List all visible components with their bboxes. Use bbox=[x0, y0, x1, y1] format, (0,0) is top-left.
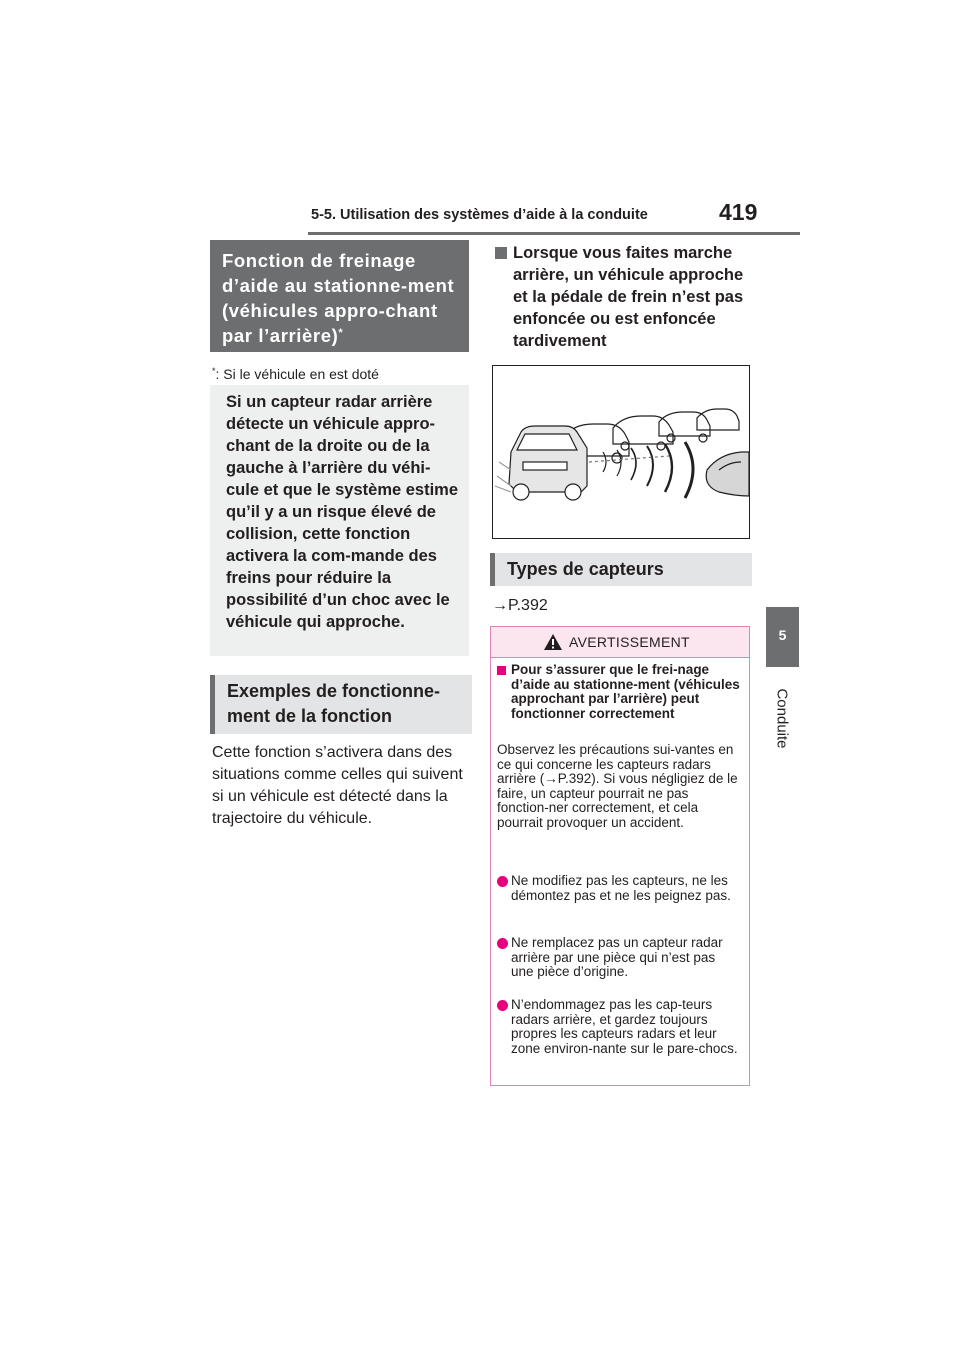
warning-bullet-text: Ne modifiez pas les capteurs, ne les démontez pas et ne les peignez pas. bbox=[511, 873, 731, 903]
function-title-box bbox=[210, 240, 469, 352]
description-text: Si un capteur radar arrière détecte un véhicule appro-chant de la droite ou de la gauche à l’arrière du véhi-cule et que le système estime qu’il y a un risque élevé de collision, cette fonction activera la com-mande des freins pour réduire la possibilité d’un choc avec le véhicule qui approche. bbox=[226, 393, 459, 631]
sensor-types-heading: Types de capteurs bbox=[507, 559, 664, 579]
condition-heading-text: Lorsque vous faites marche arrière, un véhicule approche et la pédale de frein n’est pas enfoncée ou est enfoncée tardivement bbox=[513, 244, 744, 350]
sensor-types-heading-box bbox=[490, 553, 752, 586]
chapter-label-text: Conduite bbox=[773, 688, 791, 749]
section-title: 5-5. Utilisation des systèmes d’aide à la conduite bbox=[311, 207, 648, 223]
warning-box bbox=[490, 626, 750, 1086]
footnote-text: : Si le véhicule en est doté bbox=[215, 366, 379, 382]
warning-heading bbox=[497, 663, 741, 721]
page-number: 419 bbox=[719, 199, 758, 225]
square-bullet-icon bbox=[497, 666, 506, 675]
square-bullet-icon bbox=[495, 247, 507, 259]
warning-bullet-text: Ne remplacez pas un capteur radar arrière par une pièce qui n’est pas une pièce d’origine. bbox=[511, 935, 723, 979]
warning-bullet-text: N’endommagez pas les cap-teurs radars arrière, et gardez toujours propres les capteurs radars et leur zone environ-nante sur le pare-chocs. bbox=[511, 997, 738, 1056]
warning-intro: Observez les précautions sui-vantes en ce qui concerne les capteurs radars arrière (→P.392). Si vous négligiez de le faire, un capteur pourrait ne pas fonction-ner correctement, et cela pourrait provoquer un accident. bbox=[497, 742, 738, 830]
rear-cross-traffic-illustration bbox=[492, 365, 750, 539]
footnote bbox=[212, 366, 379, 382]
warning-title: AVERTISSEMENT bbox=[569, 634, 690, 650]
warning-header bbox=[491, 627, 749, 658]
description-box bbox=[210, 385, 469, 656]
examples-heading: Exemples de fonctionne-ment de la fonction bbox=[227, 681, 441, 726]
title-asterisk: * bbox=[338, 327, 344, 339]
chapter-tab bbox=[766, 607, 799, 667]
warning-bullet bbox=[497, 998, 741, 1056]
chapter-number: 5 bbox=[778, 627, 787, 643]
car-illustration-svg bbox=[493, 366, 749, 538]
function-title-text: Fonction de freinage d’aide au stationne-ment (véhicules appro-chant par l’arrière) bbox=[222, 250, 455, 346]
bullet-dot-icon bbox=[497, 938, 508, 949]
warning-triangle-icon bbox=[543, 633, 563, 651]
bullet-dot-icon bbox=[497, 1000, 508, 1011]
warning-heading-text: Pour s’assurer que le frei-nage d’aide au stationne-ment (véhicules approchant par l’arrière) peut fonctionner correctement bbox=[511, 662, 740, 721]
warning-bullet bbox=[497, 936, 741, 980]
chapter-label bbox=[764, 680, 800, 760]
sensor-types-reference[interactable]: →P.392 bbox=[492, 597, 548, 614]
examples-body: Cette fonction s’activera dans des situations comme celles qui suivent si un véhicule est détecté dans la trajectoire du véhicule. bbox=[212, 744, 463, 827]
function-title bbox=[222, 248, 467, 348]
warning-bullet bbox=[497, 874, 741, 903]
header-rule bbox=[308, 232, 800, 235]
bullet-dot-icon bbox=[497, 876, 508, 887]
examples-heading-box bbox=[210, 675, 472, 734]
footnote-mark: * bbox=[212, 366, 216, 376]
condition-heading bbox=[495, 242, 755, 352]
